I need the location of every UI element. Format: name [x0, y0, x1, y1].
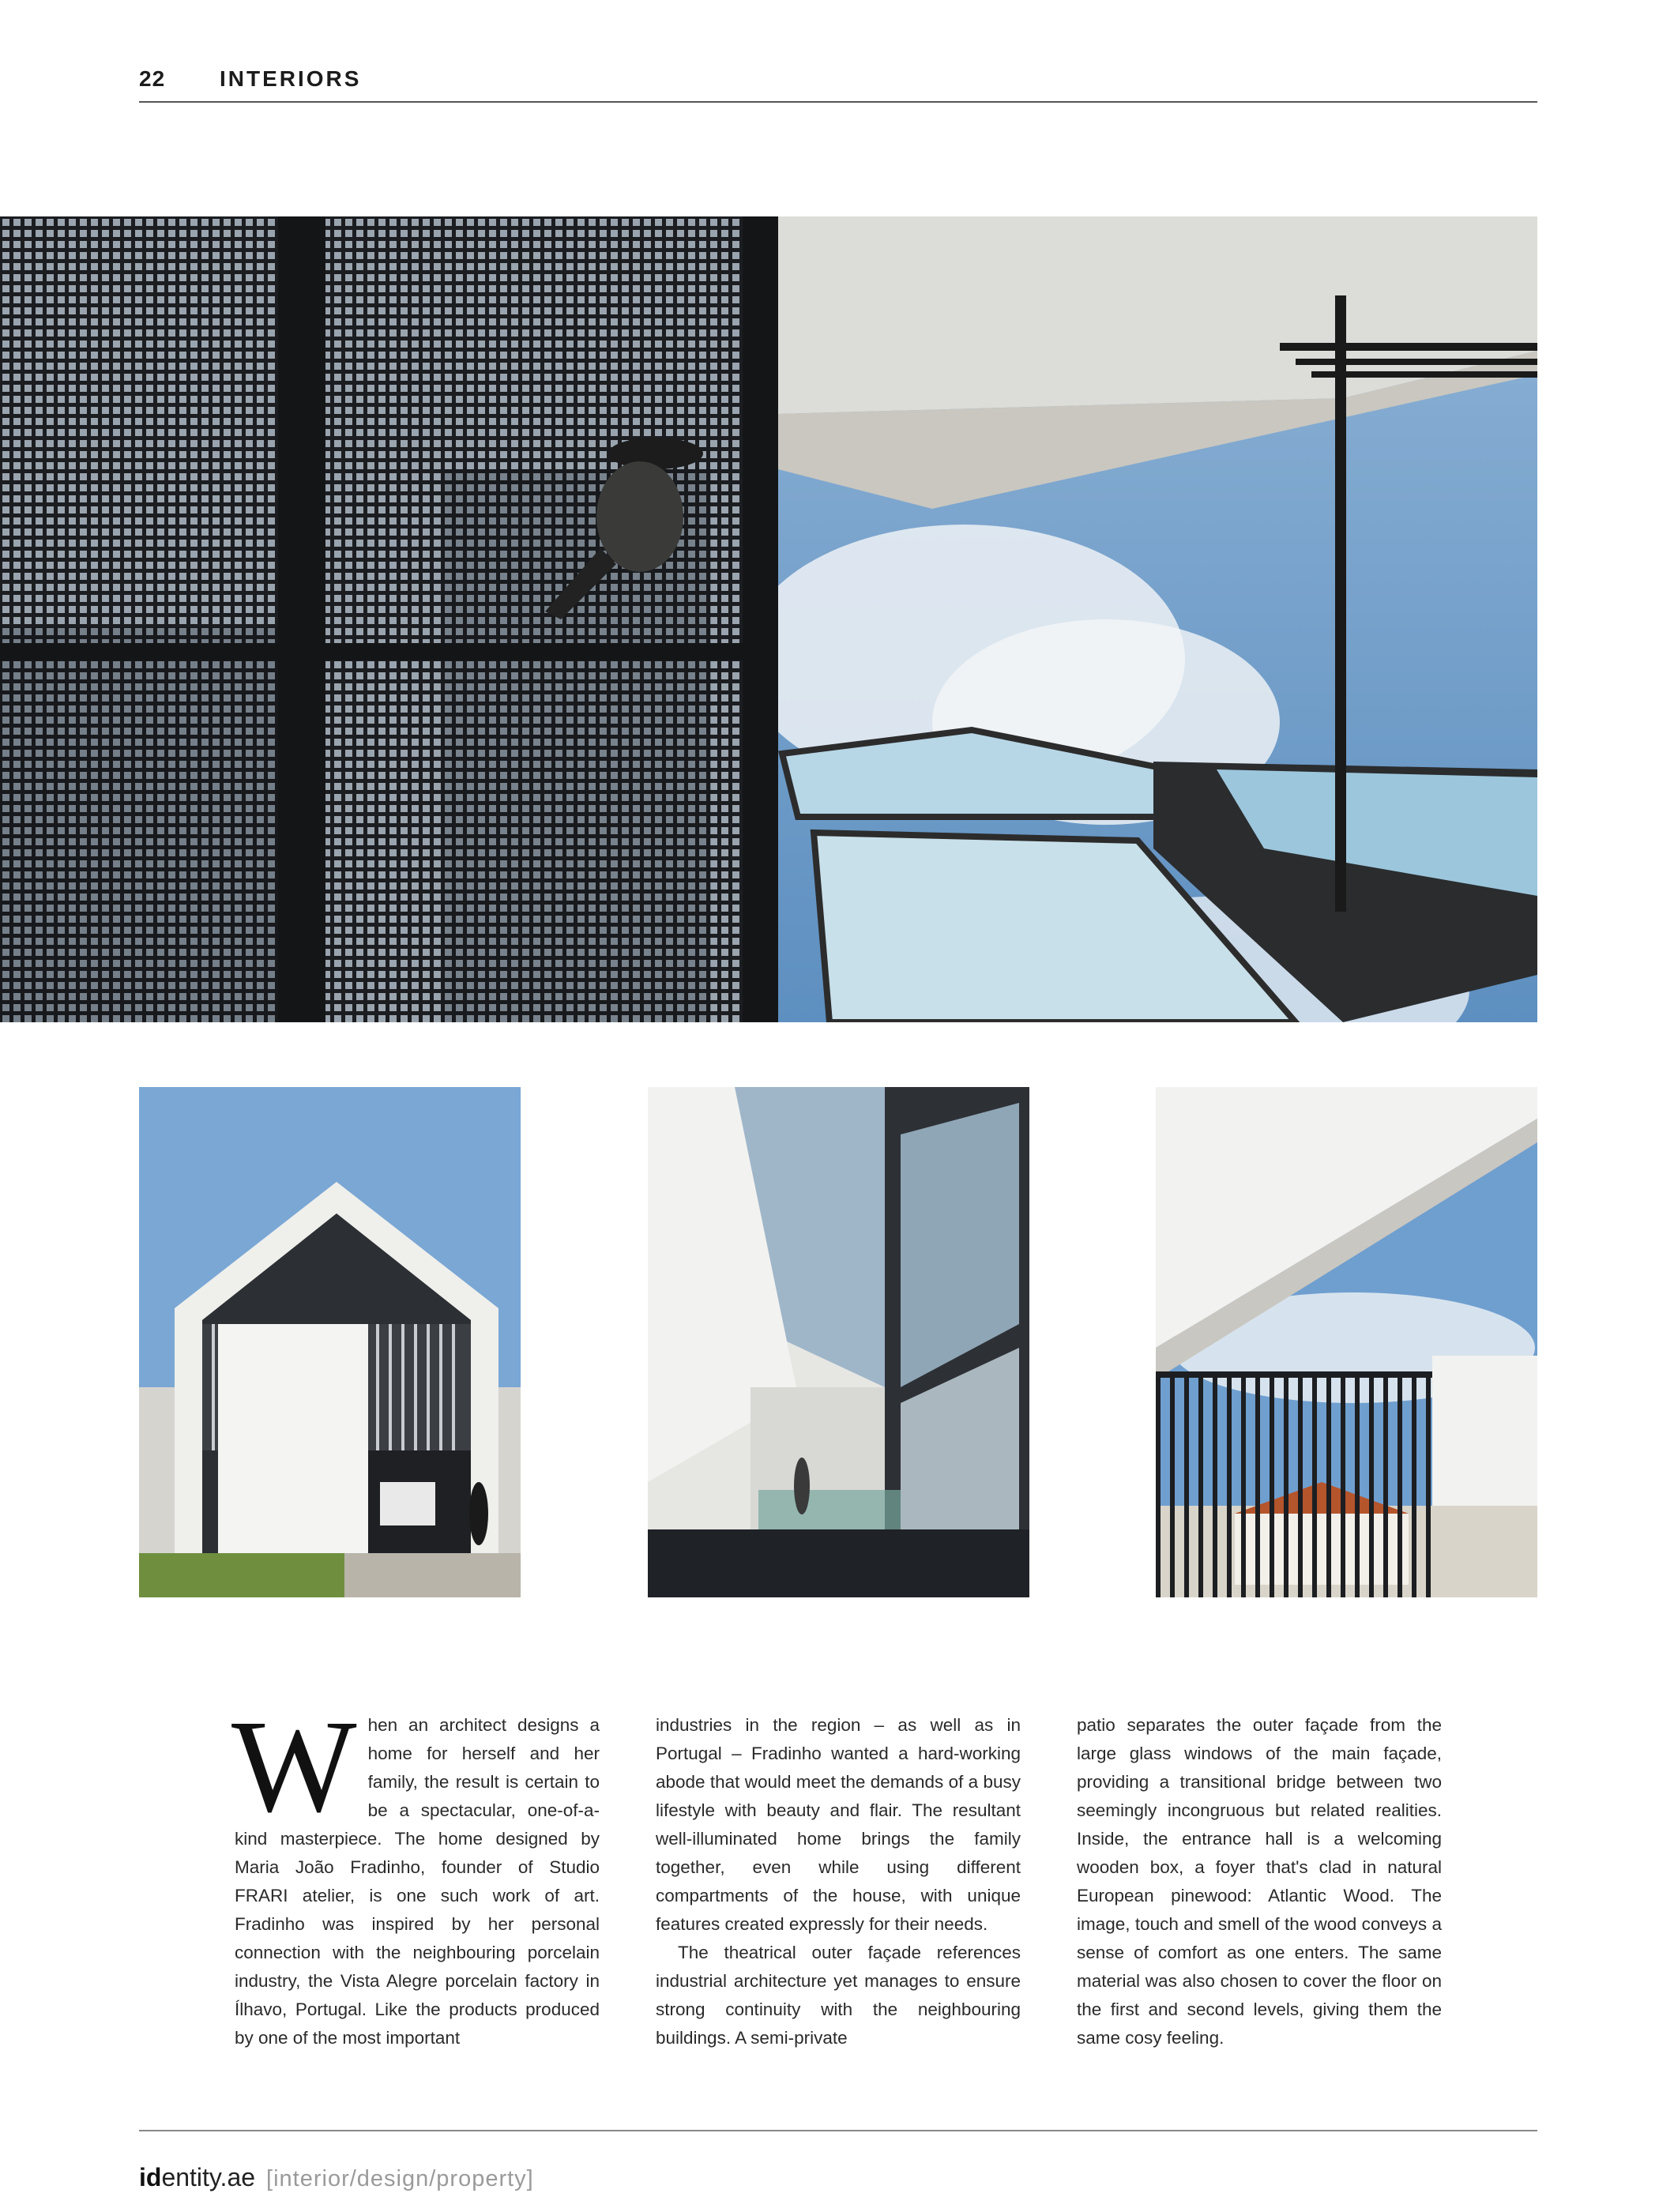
house-facade-graphic	[139, 1087, 521, 1597]
slatted-patio-graphic	[1156, 1087, 1537, 1597]
column-2-paragraph-2: The theatrical outer façade references industrial architecture yet manages to ensure strong continuity with the neighbouring buildings. A semi-private	[656, 1943, 1021, 2048]
article-column-3	[1077, 1711, 1442, 2052]
bridge-courtyard-graphic	[648, 1087, 1029, 1597]
column-2-paragraph-1: industries in the region – as well as in Portugal – Fradinho wanted a hard-working abode that would meet the demands of a busy lifestyle with beauty and flair. The resultant well-illuminated home brings the family together, even while using different compartments of the house, with unique features created expressly for their needs.	[656, 1715, 1021, 1934]
slatted-patio-photo	[1156, 1087, 1537, 1597]
brand-logo-bold: id	[139, 2163, 162, 2191]
header-rule	[139, 101, 1537, 103]
article-column-2	[656, 1711, 1021, 2052]
bridge-courtyard-photo	[648, 1087, 1029, 1597]
column-1-text: hen an architect designs a home for herself and her family, the result is certain to be a spectacular, one-of-a-kind masterpiece. The home designed by Maria João Fradinho, founder of Studio FRARI atelier, is one such work of art. Fradinho was inspired by her personal connection with the neighbouring porcelain industry, the Vista Alegre porcelain factory in Ílhavo, Portugal. Like the products produced by one of the most important	[235, 1715, 600, 2048]
footer	[139, 2163, 534, 2192]
footer-rule	[139, 2130, 1537, 2131]
column-3-text: patio separates the outer façade from the large glass windows of the main façade, providing a transitional bridge between two seemingly incongruous but related realities. Inside, the entrance hall is a welcoming wooden box, a foyer that's clad in natural European pinewood: Atlantic Wood. The image, touch and smell of the wood conveys a sense of comfort as one enters. The same material was also chosen to cover the floor on the first and second levels, giving them the same cosy feeling.	[1077, 1715, 1442, 2048]
house-facade-photo	[139, 1087, 521, 1597]
drop-cap: W	[231, 1693, 357, 1840]
brand-logo-rest: entity.ae	[161, 2163, 256, 2191]
hero-photo	[0, 216, 1537, 1022]
page-number: 22	[139, 66, 166, 91]
footer-tagline: [interior/design/property]	[266, 2166, 534, 2191]
article-column-1	[231, 1693, 600, 2052]
section-title: INTERIORS	[220, 66, 362, 91]
hero-photo-graphic	[0, 216, 1537, 1022]
